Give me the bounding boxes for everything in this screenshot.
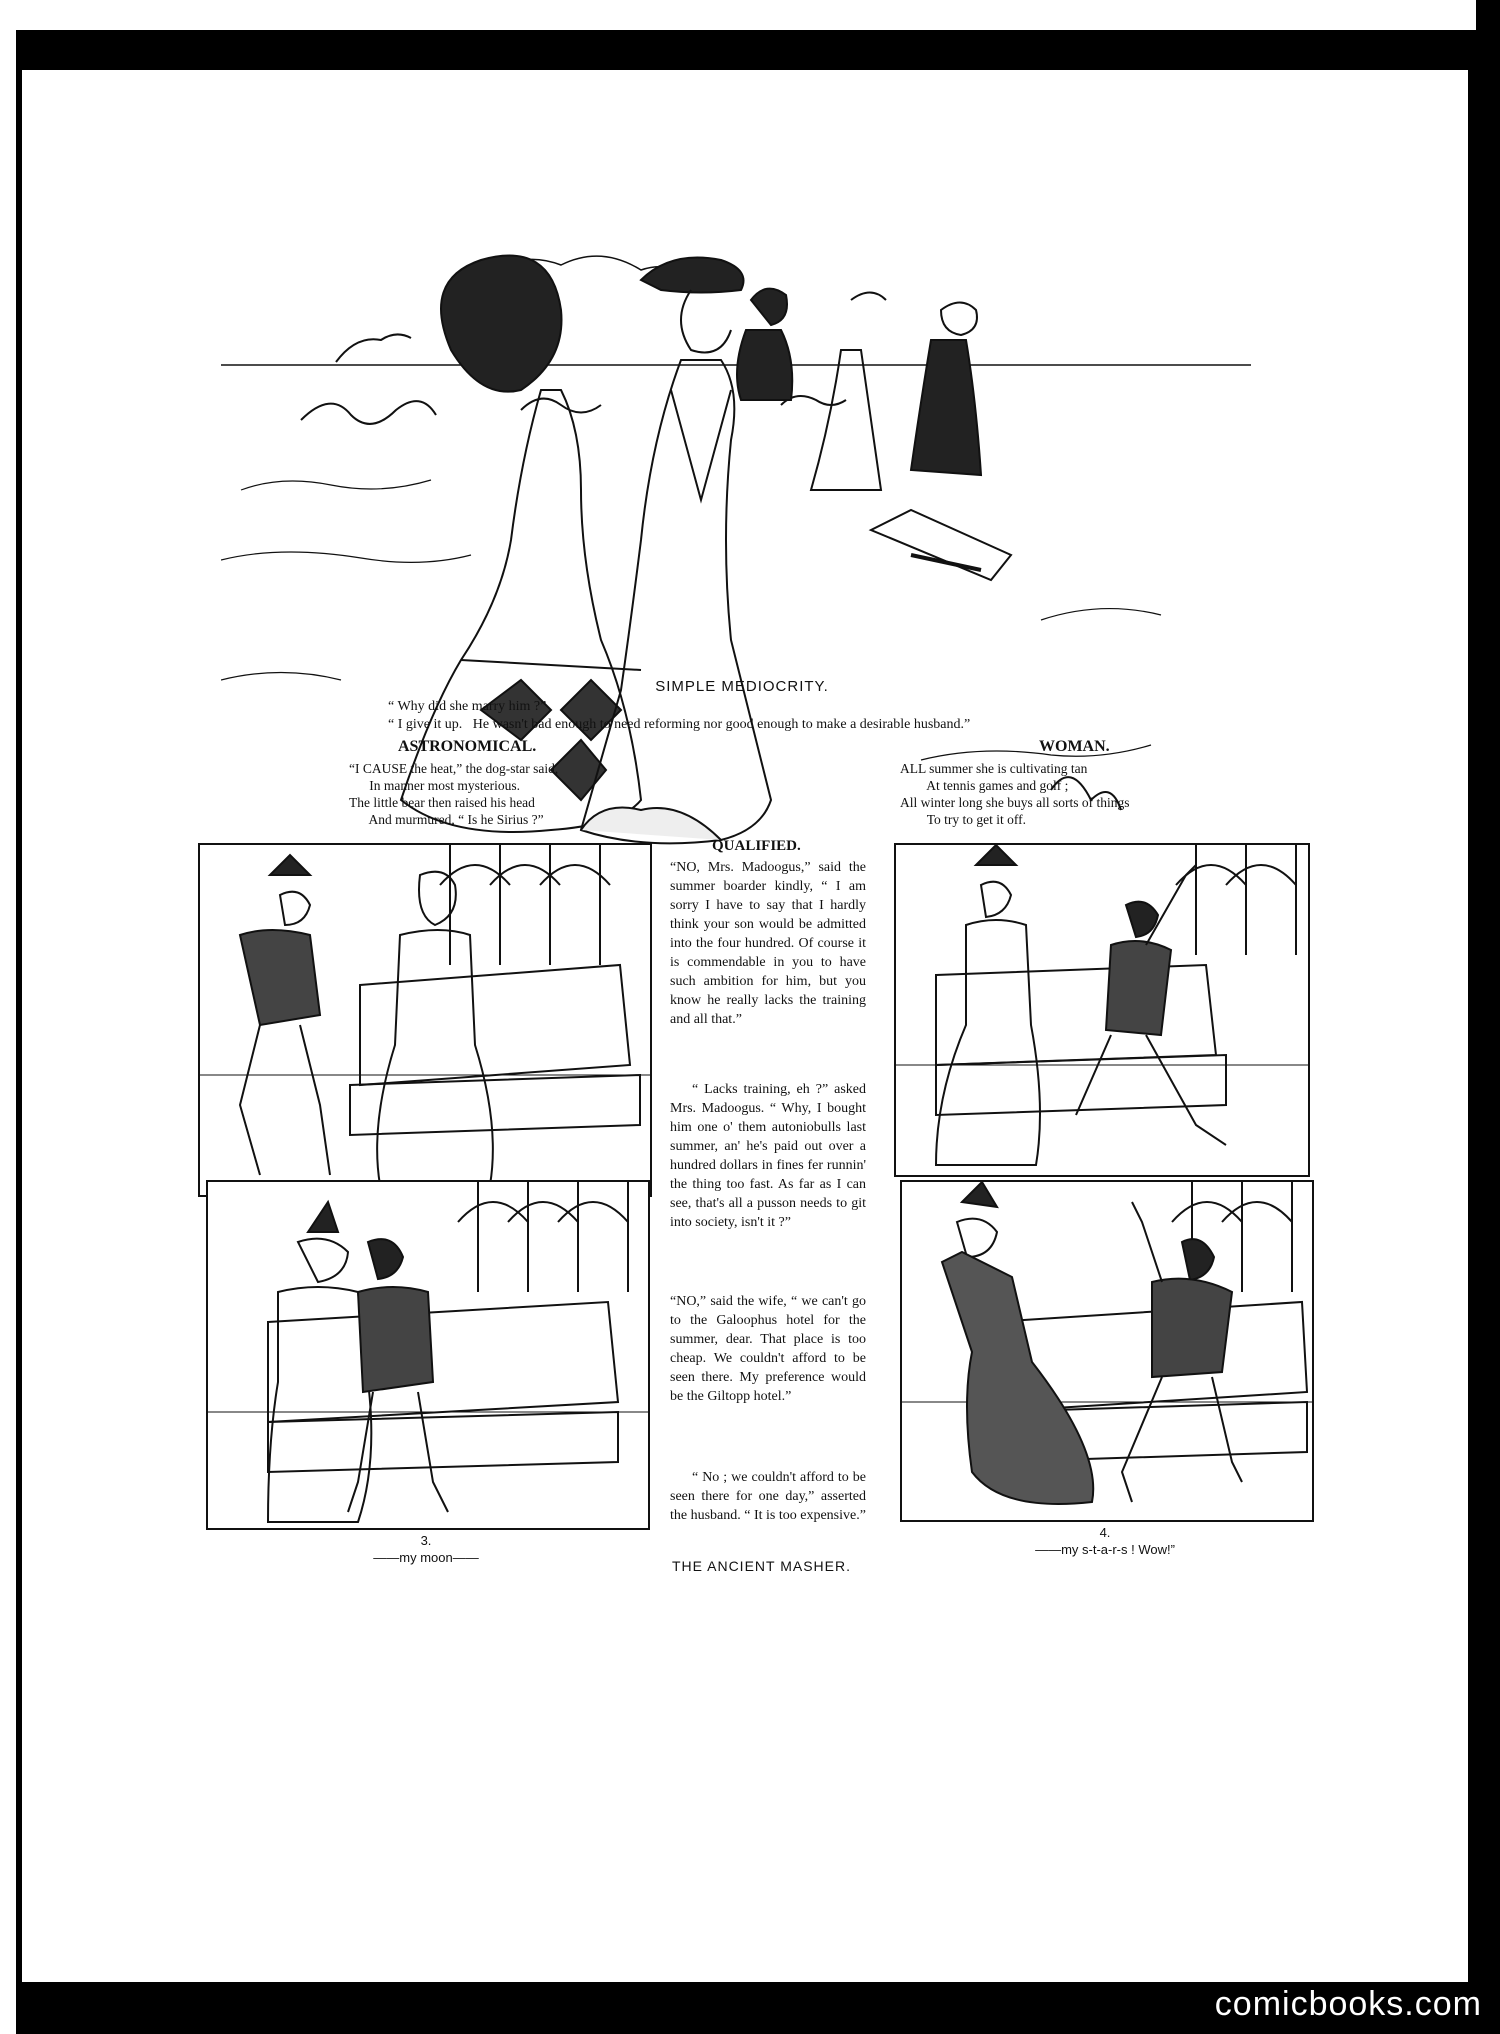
panel-caption-text: ——my s-t-a-r-s ! Wow!” (1035, 1542, 1175, 1557)
main-cartoon-title: SIMPLE MEDIOCRITY. (655, 678, 829, 695)
poem-line: “I CAUSE the heat,” the dog-star said, (349, 761, 559, 776)
poem-line: ALL summer she is cultivating tan (900, 761, 1088, 776)
qualified-paragraph-4: “ No ; we couldn't afford to be seen there for one day,” asserted the husband. “ It is too expensive.” (670, 1470, 866, 1523)
astronomical-poem (349, 760, 558, 828)
poem-line: And murmured, “ Is he Sirius ?” (349, 812, 544, 827)
comic-panel-4 (900, 1180, 1314, 1522)
panel-number: 3. (420, 1533, 432, 1548)
qualified-paragraph-2: “ Lacks training, eh ?” asked Mrs. Madoogus. “ Why, I bought him one o' them autoniobulls last summer, an' he's paid out over a hundred dollars in fines fer runnin' the thing too fast. As far as I can see, that's all a pusson needs to git into society, isn't it ?” (670, 1082, 866, 1230)
panel-3-caption (206, 1532, 646, 1566)
comic-panel-2 (894, 843, 1310, 1177)
woman-title: WOMAN. (1039, 738, 1110, 755)
dialogue-line: “ Why did she marry him ?” (388, 699, 547, 714)
main-cartoon-dialogue (388, 698, 970, 734)
qualified-paragraph-3: “NO,” said the wife, “ we can't go to the Galoophus hotel for the summer, dear. That place is too cheap. We couldn't afford to be seen there. My preference would be the Giltopp hotel.” (670, 1294, 866, 1404)
gutter-line (16, 70, 22, 1982)
poem-line: To try to get it off. (900, 812, 1027, 827)
poem-line: In manner most mysterious. (349, 778, 520, 793)
dialogue-line: “ I give it up. He wasn't bad enough to need reforming nor good enough to make a desirable husband.” (388, 717, 971, 732)
qualified-title: QUALIFIED. (712, 838, 801, 854)
panel-caption-text: ——my moon—— (373, 1550, 479, 1565)
panel-4-caption (900, 1524, 1310, 1558)
watermark: comicbooks.com (1214, 1985, 1482, 2023)
previous-page-margin (0, 0, 16, 2034)
magazine-page (16, 70, 1468, 1982)
comic-panel-1 (198, 843, 652, 1197)
poem-line: All winter long she buys all sorts of things (900, 795, 1130, 810)
previous-page-edge (0, 0, 1476, 30)
woman-poem (900, 760, 1130, 828)
qualified-paragraph-1: “NO, Mrs. Madoogus,” said the summer boarder kindly, “ I am sorry I have to say that I hardly think your son would be admitted into the four hundred. Of course it is commendable in you to have such ambition for him, but you know he really lacks the training and all that.” (670, 860, 866, 1027)
astronomical-title: ASTRONOMICAL. (398, 738, 537, 755)
panel-number: 4. (1099, 1525, 1111, 1540)
poem-line: At tennis games and golf ; (900, 778, 1069, 793)
comic-panel-3 (206, 1180, 650, 1530)
poem-line: The little bear then raised his head (349, 795, 535, 810)
strip-title: THE ANCIENT MASHER. (672, 1558, 851, 1574)
